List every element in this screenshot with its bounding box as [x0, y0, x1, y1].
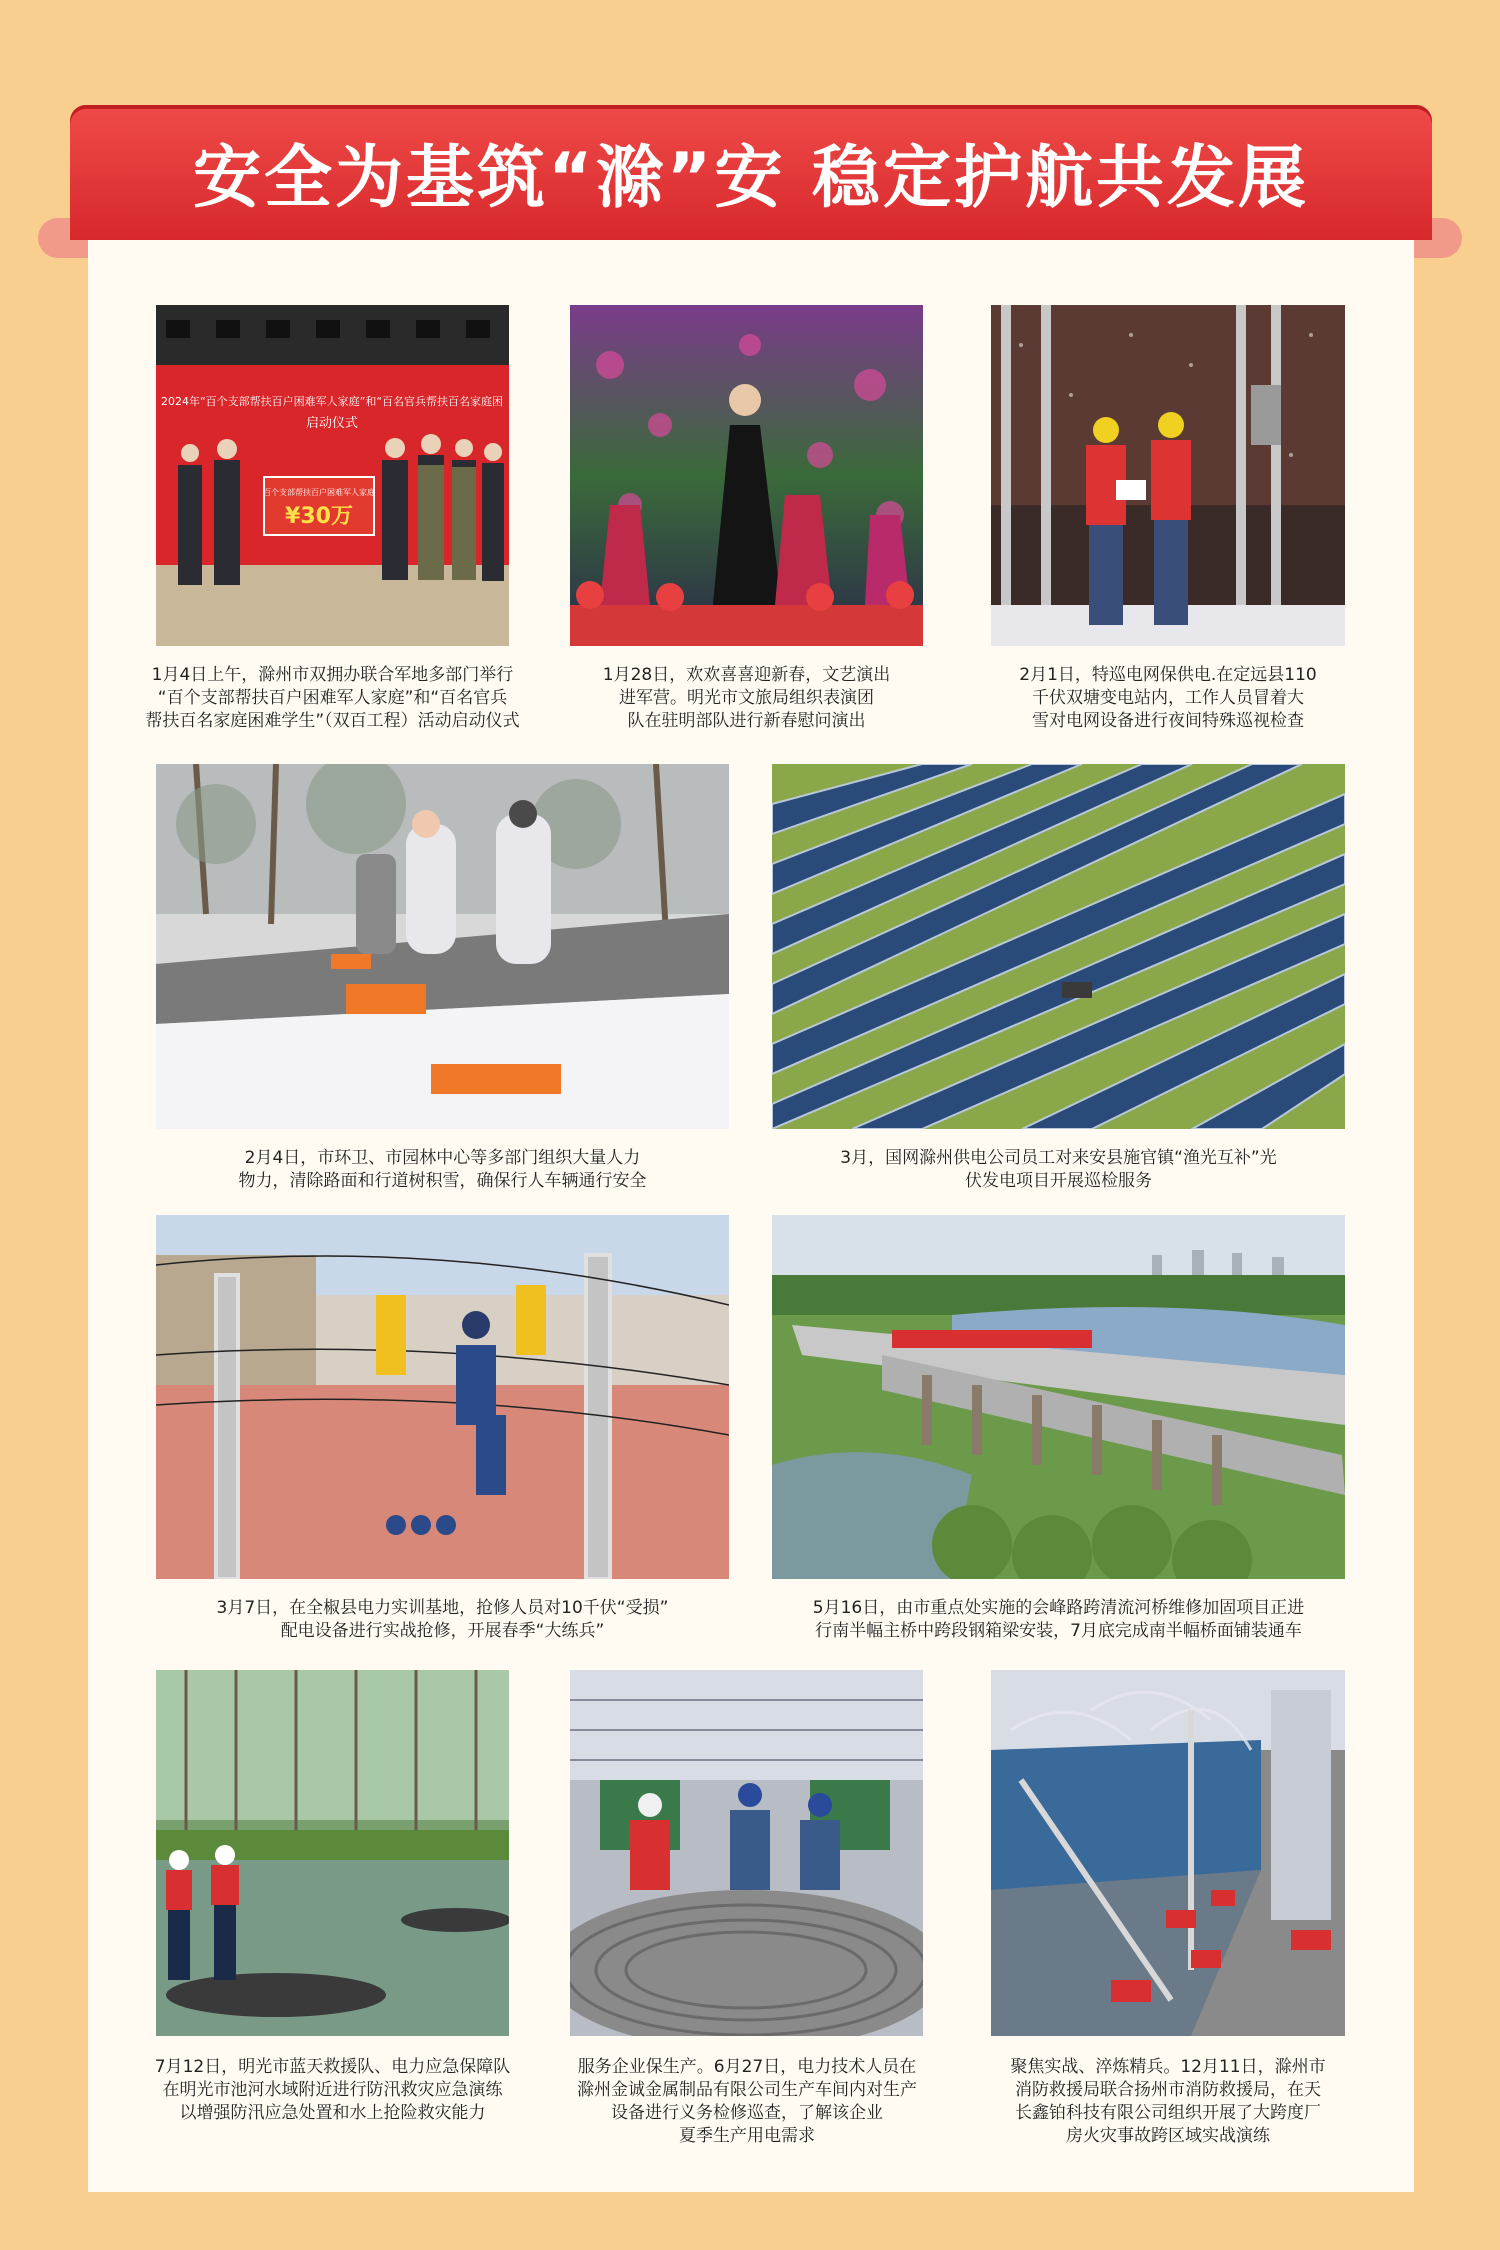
- photo-fire-drill: [991, 1670, 1345, 2036]
- ceremony-banner-text-1: 2024年“百个支部帮扶百户困难军人家庭”和“百名官兵帮扶百名家庭困: [160, 395, 504, 408]
- caption-line: 设备进行义务检修巡查，了解该企业: [611, 2103, 883, 2123]
- ceremony-board-amount: ¥30万: [285, 504, 353, 529]
- caption-line: 帮扶百名家庭困难学生”（双百工程）活动启动仪式: [145, 711, 520, 731]
- caption-line: “百个支部帮扶百户困难军人家庭”和“百名官兵: [157, 688, 508, 708]
- caption-line: 5月16日，由市重点处实施的会峰路跨清流河桥维修加固项目正进: [812, 1598, 1305, 1618]
- caption-line: 千伏双塘变电站内，工作人员冒着大: [1032, 688, 1304, 708]
- photo-bridge: [772, 1215, 1345, 1579]
- caption-4: [156, 1147, 729, 1193]
- photo-factory-inspection: [570, 1670, 923, 2036]
- caption-3: [980, 664, 1356, 733]
- caption-line: 3月7日，在全椒县电力实训基地，抢修人员对10千伏“受损”: [216, 1598, 669, 1618]
- page-title: 安全为基筑“滁”安 稳定护航共发展: [192, 139, 1310, 218]
- caption-8: [120, 2056, 545, 2125]
- caption-5: [772, 1147, 1345, 1193]
- caption-2: [560, 664, 933, 733]
- photo-flood-drill: [156, 1670, 509, 2036]
- caption-6: [156, 1597, 729, 1643]
- title-banner: [70, 105, 1432, 240]
- caption-line: 队在驻明部队进行新春慰问演出: [627, 711, 866, 731]
- caption-line: 雪对电网设备进行夜间特殊巡视检查: [1032, 711, 1304, 731]
- photo-substation: [991, 305, 1345, 646]
- photo-solar-farm: [772, 764, 1345, 1129]
- photo-snow-clearing: [156, 764, 729, 1129]
- caption-line: 1月28日，欢欢喜喜迎新春，文艺演出: [602, 665, 891, 685]
- caption-7: [772, 1597, 1345, 1643]
- ceremony-banner-text-2: 启动仪式: [305, 416, 359, 431]
- caption-1: [110, 664, 555, 733]
- caption-line: 配电设备进行实战抢修，开展春季“大练兵”: [280, 1621, 605, 1641]
- photo-power-repair: [156, 1215, 729, 1579]
- caption-9: [552, 2056, 942, 2148]
- caption-line: 夏季生产用电需求: [679, 2126, 815, 2146]
- ceremony-board-text: 百个支部帮扶百户困难军人家庭: [263, 488, 375, 497]
- caption-line: 滁州金诚金属制品有限公司生产车间内对生产: [577, 2080, 917, 2100]
- caption-line: 长鑫铂科技有限公司组织开展了大跨度厂: [1015, 2103, 1321, 2123]
- photo-ceremony: [156, 305, 509, 646]
- caption-line: 在明光市池河水域附近进行防汛救灾应急演练: [162, 2080, 503, 2100]
- photo-performance: [570, 305, 923, 646]
- caption-line: 进军营。明光市文旅局组织表演团: [619, 688, 874, 708]
- caption-line: 以增强防汛应急处置和水上抢险救灾能力: [179, 2103, 486, 2123]
- caption-line: 2月1日，特巡电网保供电.在定远县110: [1019, 665, 1317, 685]
- caption-line: 2月4日，市环卫、市园林中心等多部门组织大量人力: [244, 1148, 641, 1168]
- caption-line: 物力，清除路面和行道树积雪，确保行人车辆通行安全: [238, 1171, 647, 1191]
- caption-10: [975, 2056, 1361, 2148]
- caption-line: 行南半幅主桥中跨段钢箱梁安装，7月底完成南半幅桥面铺装通车: [815, 1621, 1302, 1641]
- caption-line: 服务企业保生产。6月27日，电力技术人员在: [577, 2057, 917, 2077]
- caption-line: 7月12日，明光市蓝天救援队、电力应急保障队: [154, 2057, 511, 2077]
- caption-line: 伏发电项目开展巡检服务: [965, 1171, 1152, 1191]
- caption-line: 1月4日上午，滁州市双拥办联合军地多部门举行: [151, 665, 514, 685]
- caption-line: 聚焦实战、淬炼精兵。12月11日，滁州市: [1010, 2057, 1326, 2077]
- caption-line: 3月，国网滁州供电公司员工对来安县施官镇“渔光互补”光: [840, 1148, 1277, 1168]
- caption-line: 房火灾事故跨区域实战演练: [1066, 2126, 1270, 2146]
- caption-line: 消防救援局联合扬州市消防救援局，在天: [1015, 2080, 1321, 2100]
